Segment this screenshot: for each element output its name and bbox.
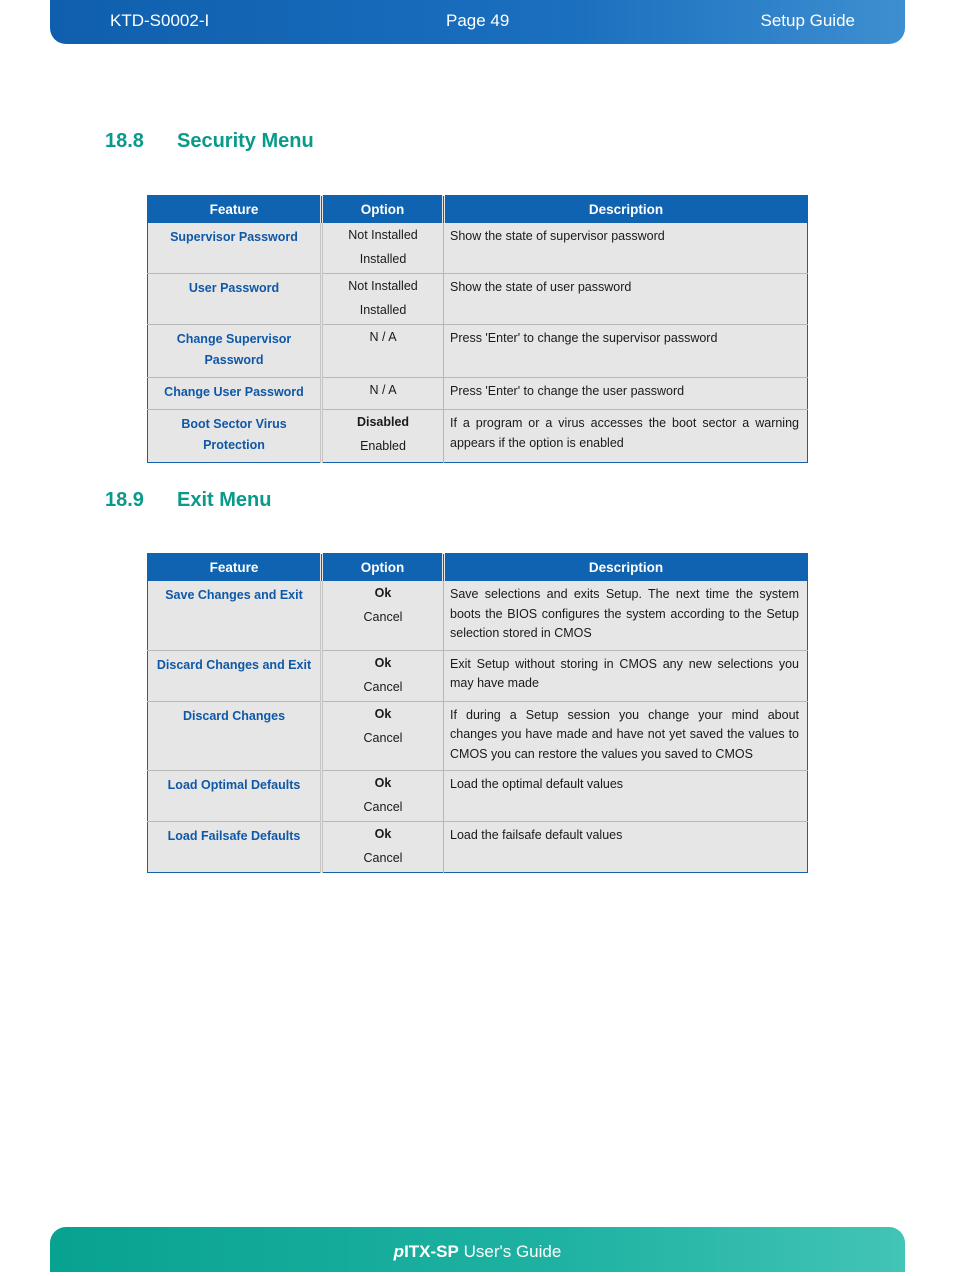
column-header-option: Option: [322, 196, 444, 224]
feature-name: Supervisor Password: [148, 223, 322, 274]
description-text: Load the optimal default values: [444, 771, 808, 822]
description-text: If during a Setup session you change your mind about changes you have made and have not yet saved the values to CMOS you can restore the values you saved to CMOS: [444, 701, 808, 771]
exit-menu-heading: [105, 489, 271, 512]
option-value: N / A: [369, 383, 397, 397]
option-value: N / A: [369, 330, 397, 344]
option-value-default: Ok: [374, 706, 392, 721]
option-cell: [322, 822, 444, 873]
feature-name: Boot Sector Virus Protection: [148, 410, 322, 463]
table-row: [148, 274, 808, 325]
table-row: [148, 771, 808, 822]
column-header-description: Description: [444, 196, 808, 224]
description-text: Exit Setup without storing in CMOS any new selections you may have made: [444, 650, 808, 701]
section-number: 18.9: [105, 489, 144, 511]
option-cell: [322, 410, 444, 463]
option-cell: [322, 701, 444, 771]
feature-name: Discard Changes and Exit: [148, 650, 322, 701]
table-row: [148, 378, 808, 410]
feature-name: Load Optimal Defaults: [148, 771, 322, 822]
option-value-default: Ok: [374, 776, 392, 790]
option-value: Cancel: [363, 610, 403, 624]
security-menu-table: [147, 195, 808, 463]
table-row: [148, 223, 808, 274]
table-row: [148, 650, 808, 701]
table-row: [148, 325, 808, 378]
table-row: [148, 410, 808, 463]
page-header: [50, 0, 905, 44]
feature-name: User Password: [148, 274, 322, 325]
option-value: Not Installed: [348, 279, 418, 293]
column-header-description: Description: [444, 554, 808, 582]
option-value: Not Installed: [348, 228, 418, 242]
header-section: Setup Guide: [760, 11, 855, 30]
section-title-text: Exit Menu: [177, 489, 272, 511]
column-header-feature: Feature: [148, 554, 322, 582]
option-value: Cancel: [363, 730, 403, 745]
description-text: Load the failsafe default values: [444, 822, 808, 873]
exit-menu-table: [147, 553, 808, 873]
feature-name: Load Failsafe Defaults: [148, 822, 322, 873]
option-cell: [322, 274, 444, 325]
option-cell: [322, 650, 444, 701]
option-value-default: Ok: [374, 827, 392, 841]
option-value: Installed: [359, 303, 407, 317]
option-value: Installed: [359, 252, 407, 266]
option-cell: [322, 581, 444, 650]
table-row: [148, 701, 808, 771]
option-value: Cancel: [363, 679, 403, 694]
option-value-default: Disabled: [356, 415, 410, 429]
feature-name: Discard Changes: [148, 701, 322, 771]
feature-name: Change Supervisor Password: [148, 325, 322, 378]
option-cell: [322, 223, 444, 274]
security-menu-heading: [105, 130, 314, 153]
description-text: Press 'Enter' to change the supervisor password: [444, 325, 808, 378]
description-text: Show the state of supervisor password: [444, 223, 808, 274]
page-number: Page 49: [446, 11, 510, 30]
feature-name: Save Changes and Exit: [148, 581, 322, 650]
option-value: Cancel: [363, 800, 403, 814]
description-text: Show the state of user password: [444, 274, 808, 325]
table-header-row: [148, 554, 808, 582]
description-text: Press 'Enter' to change the user password: [444, 378, 808, 410]
option-cell: [322, 771, 444, 822]
table-header-row: [148, 196, 808, 224]
option-value-default: Ok: [374, 586, 392, 600]
description-text: If a program or a virus accesses the boot sector a warning appears if the option is enabled: [444, 410, 808, 463]
table-row: [148, 581, 808, 650]
column-header-option: Option: [322, 554, 444, 582]
option-value: Enabled: [360, 439, 406, 453]
option-cell: [322, 325, 444, 378]
table-row: [148, 822, 808, 873]
option-cell: [322, 378, 444, 410]
document-id: KTD-S0002-I: [110, 11, 210, 30]
feature-name: Change User Password: [148, 378, 322, 410]
page-footer: [50, 1227, 905, 1272]
option-value-default: Ok: [374, 655, 392, 670]
description-text: Save selections and exits Setup. The next time the system boots the BIOS configures the system according to the Setup selection stored in CMOS: [444, 581, 808, 650]
option-value: Cancel: [363, 851, 403, 865]
footer-suffix: User's Guide: [458, 1242, 562, 1261]
section-number: 18.8: [105, 130, 144, 152]
column-header-feature: Feature: [148, 196, 322, 224]
product-name: pITX-SP: [393, 1242, 459, 1261]
section-title-text: Security Menu: [177, 130, 314, 152]
